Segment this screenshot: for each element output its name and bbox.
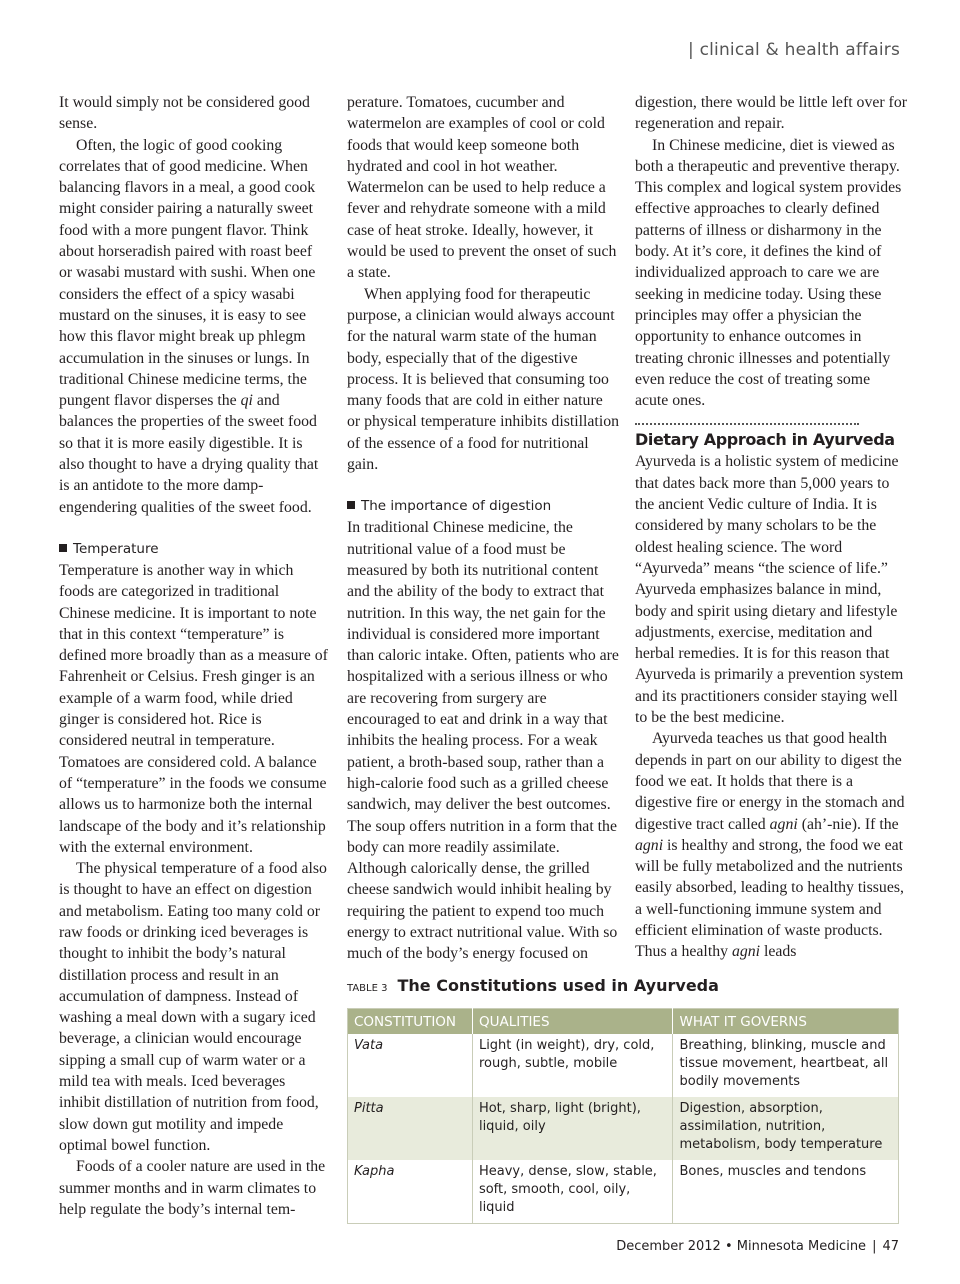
column-3 (635, 92, 907, 963)
column-header: QUALITIES (472, 1009, 673, 1035)
constitution-cell: Kapha (348, 1160, 473, 1224)
section-divider (635, 423, 859, 425)
governs-cell: Bones, muscles and tendons (673, 1160, 899, 1224)
square-bullet-icon (347, 501, 355, 509)
table-row (348, 1034, 899, 1097)
page-number: 47 (882, 1239, 899, 1254)
table-header-row (348, 1009, 899, 1035)
table-caption (347, 976, 719, 996)
subhead-temperature: Temperature (59, 539, 329, 560)
paragraph: Ayurveda teaches us that good health depends in part on our ability to digest the food we eat. It holds that there is a digestive fire or energy in the stomach and digestive tract called agni (ah’-nie). If the agni is healthy and strong, the food we eat will be fully metabolized and the nutrients easily absorbed, leading to healthy tissues, a well-functioning immune system and efficient elimination of waste products. Thus a healthy agni leads (635, 730, 905, 961)
paragraph: Temperature is another way in which foods are categorized in traditional Chinese medicine. It is important to note that in this context “temperature” is defined more broadly than as a measure of Fahrenheit or Celsius. Fresh ginger is an example of a warm food, while dried ginger is considered hot. Rice is considered neutral in temperature. Tomatoes are considered cold. A balance of “temperature” in the foods we consume allows us to harmonize both the internal landscape of the body and it’s relationship with the external environment. (59, 561, 328, 856)
subhead-digestion: The importance of digestion (347, 496, 619, 517)
paragraph: Foods of a cooler nature are used in the summer months and in warm climates to help regulate the body’s internal tem- (59, 1158, 326, 1218)
column-2 (347, 92, 619, 965)
qualities-cell: Heavy, dense, slow, stable, soft, smooth, cool, oily, liquid (472, 1160, 673, 1224)
table-row (348, 1097, 899, 1160)
qualities-cell: Hot, sharp, light (bright), liquid, oily (472, 1097, 673, 1160)
qualities-cell: Light (in weight), dry, cold, rough, subtle, mobile (472, 1034, 673, 1097)
square-bullet-icon (59, 544, 67, 552)
section-label: | clinical & health affairs (688, 40, 900, 60)
paragraph: The physical temperature of a food also is thought to have an effect on digestion and metabolism. Eating too many cold or raw foods or drinking iced beverages is thought to inhibit the body’s natural distillation process and result in an accumulation of dampness. Instead of washing a meal down with a sugary iced beverage, a clinician would encourage sipping a small cup of warm water or a mild tea with meals. Iced beverages inhibit distillation of nutrition from food, slow down gut motility and impede optimal bowel function. (59, 860, 327, 1154)
issue-label: December 2012 • Minnesota Medicine (616, 1239, 867, 1254)
paragraph: Often, the logic of good cooking correlates that of good medicine. When balancing flavors in a meal, a good cook might consider pairing a naturally sweet food with a more pungent flavor. Think about horseradish paired with roast beef or wasabi mustard with sushi. When one considers the effect of a spicy wasabi mustard on the sinuses, it is easy to see how this flavor might break up phlegm accumulation in the sinuses or lungs. In traditional Chinese medicine terms, the pungent flavor disperses the qi and balances the properties of the sweet food so that it is more easily digestible. It is also thought to have a drying quality that is an antidote to the more damp-engendering qualities of the sweet food. (59, 136, 319, 516)
paragraph: In traditional Chinese medicine, the nutritional value of a food must be measured by both its nutritional content and the ability of the body to extract that nutrition. In this way, the net gain for the individual is considered more important than caloric intake. Often, patients who are hospitalized with a serious illness or who are recovering from surgery are encouraged to eat and drink in a way that inhibits the healing process. For a weak patient, a broth-based soup, rather than a high-calorie food such as a grilled cheese sandwich, may deliver the best outcomes. The soup offers nutrition in a form that the body can more readily assimilate. Although calorically dense, the grilled cheese sandwich would inhibit healing by requiring the patient to expend too much energy to extract nutritional value. With so much of the body’s energy focused on (347, 519, 619, 963)
paragraph: In Chinese medicine, diet is viewed as both a therapeutic and preventive therapy. This complex and logical system provides effective approaches to clearly defined patterns of illness or disharmony in the body. At it’s core, it defines the kind of individualized approach to care we are seeking in medicine today. Using these principles may offer a physician the opportunity to enhance outcomes in treating chronic illnesses and potentially even reduce the cost of treating some acute ones. (635, 136, 902, 410)
paragraph: It would simply not be considered good sense. (59, 94, 310, 133)
column-header: CONSTITUTION (348, 1009, 473, 1035)
table-title: The Constitutions used in Ayurveda (397, 976, 719, 995)
paragraph: When applying food for therapeutic purpose, a clinician would always account for the natural warm state of the human body, especially that of the digestive process. It is believed that consuming too many foods that are cold in either nature or physical temperature inhibits distillation of the essence of a food for nutritional gain. (347, 285, 620, 474)
paragraph: digestion, there would be little left over for regeneration and repair. (635, 94, 907, 133)
page-footer: December 2012 • Minnesota Medicine | 47 (616, 1239, 899, 1254)
constitution-cell: Vata (348, 1034, 473, 1097)
governs-cell: Digestion, absorption, assimilation, nutrition, metabolism, body temperature (673, 1097, 899, 1160)
paragraph: Ayurveda is a holistic system of medicine that dates back more than 5,000 years to the ancient Vedic culture of India. It is considered by many scholars to be the oldest healing science. The word “Ayurveda” means “the science of life.” Ayurveda emphasizes balance in mind, body and spirit using dietary and lifestyle adjustments, exercise, meditation and herbal remedies. It is for this reason that Ayurveda is primarily a prevention system and its practitioners consider staying well to be the best medicine. (635, 453, 904, 727)
governs-cell: Breathing, blinking, muscle and tissue movement, heartbeat, all bodily movements (673, 1034, 899, 1097)
column-1 (59, 92, 329, 1220)
column-header: WHAT IT GOVERNS (673, 1009, 899, 1035)
constitutions-table (347, 1008, 899, 1224)
constitution-cell: Pitta (348, 1097, 473, 1160)
table-row (348, 1160, 899, 1224)
section-heading: Dietary Approach in Ayurveda (635, 430, 895, 450)
paragraph: perature. Tomatoes, cucumber and watermelon are examples of cool or cold foods that would keep someone both hydrated and cool in hot weather. Watermelon can be used to help reduce a fever and rehydrate someone with a mild case of heat stroke. Ideally, however, it would be used to prevent the onset of such a state. (347, 94, 617, 282)
table-number: TABLE 3 (347, 983, 388, 994)
